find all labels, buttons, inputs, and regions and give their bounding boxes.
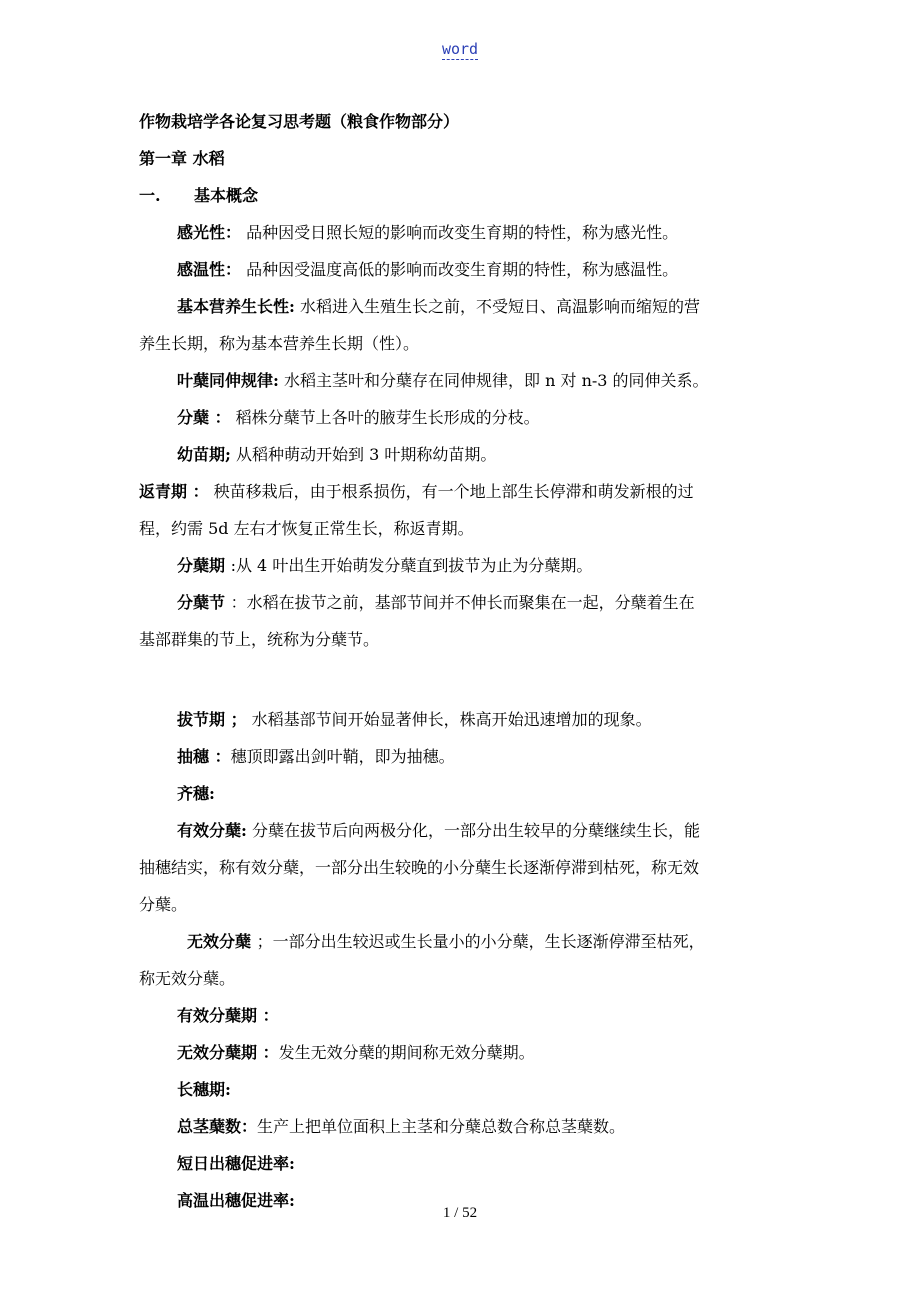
entry-8 xyxy=(139,584,791,621)
entry-17 xyxy=(139,1108,791,1145)
definition: ：水稻在拔节之前，基部节间并不伸长而聚集在一起，分蘖着生在 xyxy=(230,593,695,612)
entry-2-continued: 养生长期，称为基本营养生长期（性）。 xyxy=(139,334,420,353)
entry-6-continued: 程，约需 5d 左右才恢复正常生长，称返青期。 xyxy=(139,519,474,538)
term: 短日出穗促进率: xyxy=(177,1154,295,1173)
term: 有效分蘖期 ： xyxy=(177,1006,279,1025)
definition: :从 4 叶出生开始萌发分蘖直到拔节为止为分蘖期。 xyxy=(230,556,593,575)
term: 无效分蘖 xyxy=(187,932,257,951)
term: 齐穗: xyxy=(177,784,215,803)
definition: 秧苗移栽后，由于根系损伤，有一个地上部生长停滞和萌发新根的过 xyxy=(208,482,694,501)
document-body xyxy=(139,103,791,1219)
definition: 水稻基部节间开始显著伸长，株高开始迅速增加的现象。 xyxy=(246,710,652,729)
definition: 水稻进入生殖生长之前，不受短日、高温影响而缩短的营 xyxy=(294,297,701,316)
term: 基本营养生长性: xyxy=(177,297,295,316)
term: 无效分蘖期 ： xyxy=(177,1043,279,1062)
entry-12 xyxy=(139,812,791,849)
term: 感温性： xyxy=(177,260,242,279)
page-header xyxy=(0,40,920,58)
term: 返青期 ： xyxy=(139,482,209,501)
entry-14 xyxy=(139,997,791,1034)
definition: 水稻主茎叶和分蘖存在同伸规律，即 n 对 n-3 的同伸关系。 xyxy=(278,371,709,390)
term: 抽穗 ： xyxy=(177,747,231,766)
paragraph-gap xyxy=(139,658,791,701)
term: 高温出穗促进率: xyxy=(177,1191,295,1210)
entry-13-continued: 称无效分蘖。 xyxy=(139,969,236,988)
header-word-link[interactable]: word xyxy=(441,40,479,58)
term: 感光性： xyxy=(177,223,242,242)
entry-0 xyxy=(139,214,791,251)
term: 幼苗期; xyxy=(177,445,231,464)
entry-1 xyxy=(139,251,791,288)
entry-12-continued: 抽穗结实，称有效分蘖，一部分出生较晚的小分蘖生长逐渐停滞到枯死，称无效 xyxy=(139,858,700,877)
entry-7 xyxy=(139,547,791,584)
entry-3 xyxy=(139,362,791,399)
chapter-heading: 第一章 水稻 xyxy=(139,149,225,168)
definition: 品种因受日照长短的影响而改变生育期的特性，称为感光性。 xyxy=(241,223,679,242)
term: 有效分蘖: xyxy=(177,821,247,840)
page-number: 1 / 52 xyxy=(442,1205,478,1221)
entry-10 xyxy=(139,738,791,775)
term: 分蘖期 xyxy=(177,556,231,575)
term: 拔节期 ； xyxy=(177,710,247,729)
definition: ；一部分出生较迟或生长量小的小分蘖，生长逐渐停滞至枯死， xyxy=(256,932,705,951)
definition: 发生无效分蘖的期间称无效分蘖期。 xyxy=(278,1043,535,1062)
term: 叶蘖同伸规律: xyxy=(177,371,279,390)
entry-16 xyxy=(139,1071,791,1108)
entry-2 xyxy=(139,288,791,325)
entry-9 xyxy=(139,701,791,738)
definition: 穗顶即露出剑叶鞘，即为抽穗。 xyxy=(230,747,455,766)
entry-15 xyxy=(139,1034,791,1071)
section-heading: 一. 基本概念 xyxy=(139,186,258,205)
entry-6 xyxy=(139,473,791,510)
definition: 生产上把单位面积上主茎和分蘖总数合称总茎蘖数。 xyxy=(257,1117,626,1136)
document-title: 作物栽培学各论复习思考题（粮食作物部分） xyxy=(139,112,460,131)
definition: 品种因受温度高低的影响而改变生育期的特性，称为感温性。 xyxy=(241,260,679,279)
entry-13 xyxy=(139,923,791,960)
entry-12-continued-2: 分蘖。 xyxy=(139,895,188,914)
term: 长穗期: xyxy=(177,1080,231,1099)
term: 分蘖 ： xyxy=(177,408,231,427)
term: 分蘖节 xyxy=(177,593,231,612)
term: 总茎蘖数： xyxy=(177,1117,258,1136)
definition: 从稻种萌动开始到 3 叶期称幼苗期。 xyxy=(230,445,497,464)
entry-18 xyxy=(139,1145,791,1182)
entry-11 xyxy=(139,775,791,812)
definition: 稻株分蘖节上各叶的腋芽生长形成的分枝。 xyxy=(230,408,540,427)
entry-8-continued: 基部群集的节上，统称为分蘖节。 xyxy=(139,630,380,649)
entry-5 xyxy=(139,436,791,473)
entry-4 xyxy=(139,399,791,436)
definition: 分蘖在拔节后向两极分化，一部分出生较早的分蘖继续生长，能 xyxy=(246,821,701,840)
